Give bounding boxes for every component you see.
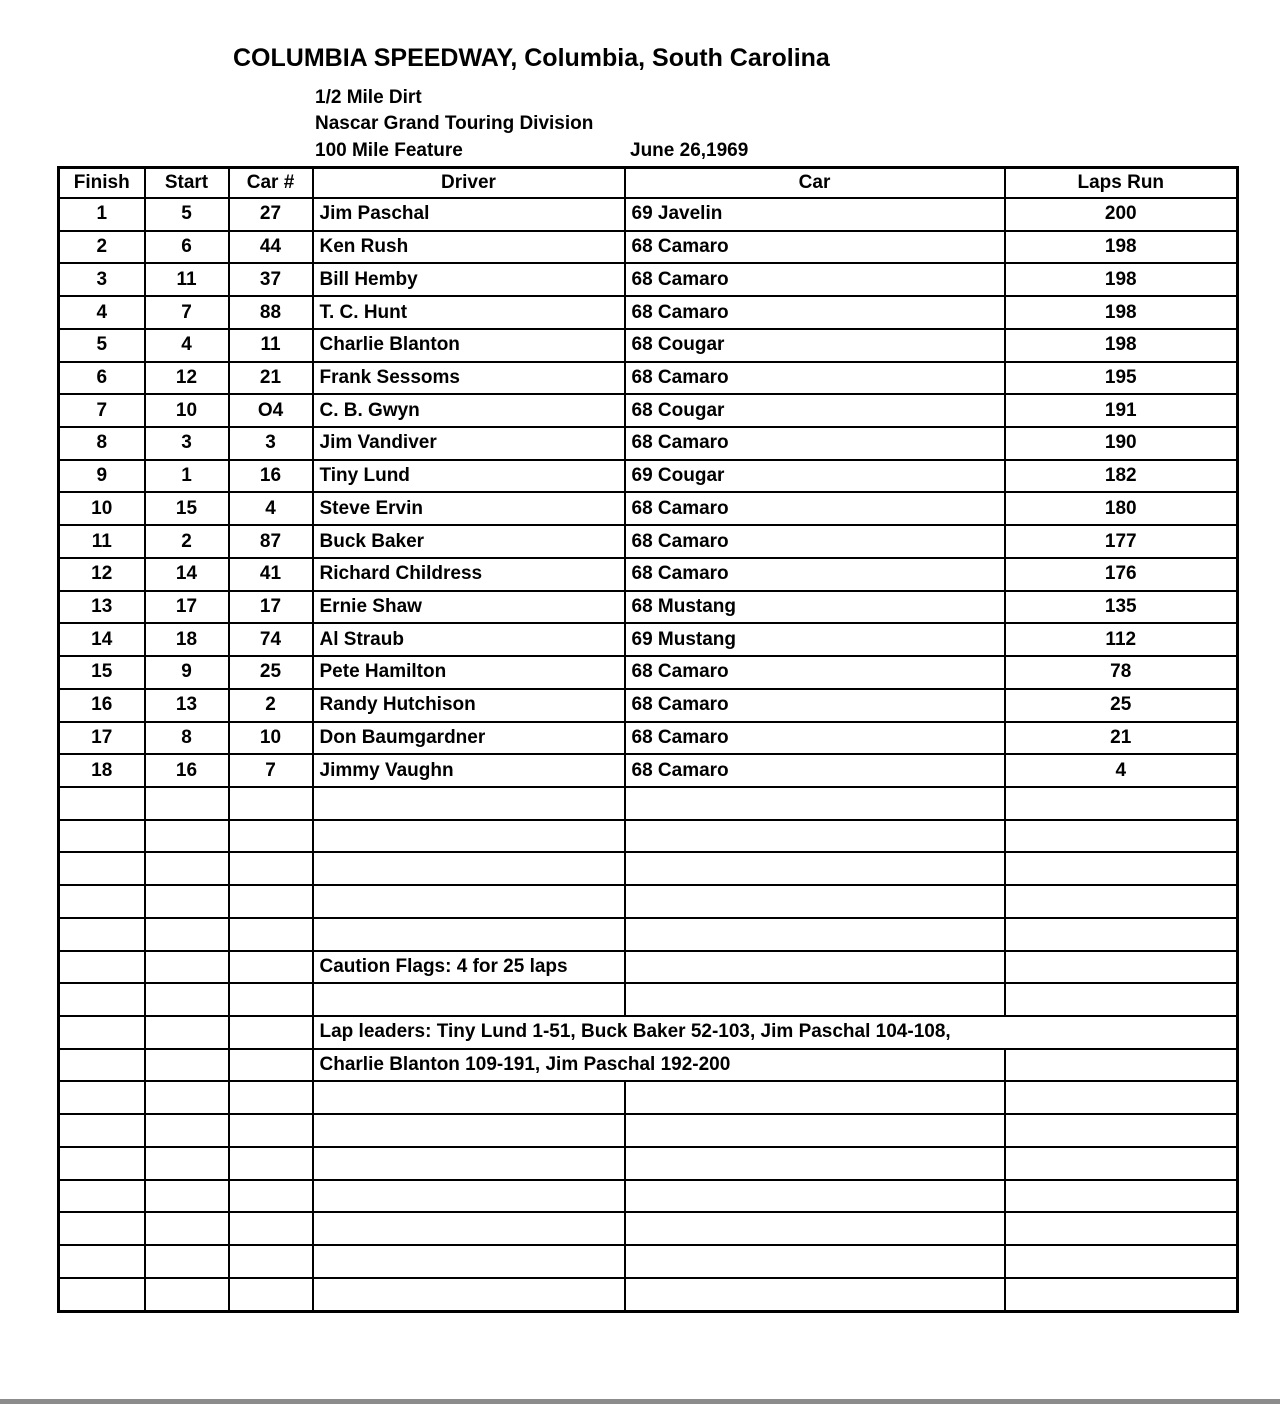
empty-cell xyxy=(1005,1147,1238,1180)
cell-car-number: 21 xyxy=(229,362,313,395)
cell-laps-run: 198 xyxy=(1005,296,1238,329)
cell-car: 68 Camaro xyxy=(625,231,1005,264)
empty-cell xyxy=(59,983,145,1016)
empty-cell xyxy=(313,1278,625,1312)
cell-driver: Jim Paschal xyxy=(313,198,625,231)
empty-cell xyxy=(59,885,145,918)
empty-cell xyxy=(313,918,625,951)
empty-cell xyxy=(59,1147,145,1180)
cell-laps-run: 198 xyxy=(1005,263,1238,296)
cell-finish: 16 xyxy=(59,689,145,722)
cell-car: 68 Camaro xyxy=(625,492,1005,525)
cell-car: 68 Camaro xyxy=(625,656,1005,689)
cell-car-number: 7 xyxy=(229,754,313,787)
cell-driver: C. B. Gwyn xyxy=(313,394,625,427)
empty-cell xyxy=(229,1114,313,1147)
cell-finish: 12 xyxy=(59,558,145,591)
empty-cell xyxy=(313,885,625,918)
cell-car-number: 4 xyxy=(229,492,313,525)
cell-start: 10 xyxy=(145,394,229,427)
empty-cell xyxy=(59,1016,145,1049)
cell-car-number: 17 xyxy=(229,591,313,624)
cell-finish: 13 xyxy=(59,591,145,624)
cell-start: 8 xyxy=(145,722,229,755)
empty-cell xyxy=(625,1147,1005,1180)
empty-cell xyxy=(1005,1278,1238,1312)
cell-car: 68 Camaro xyxy=(625,722,1005,755)
empty-cell xyxy=(313,1245,625,1278)
empty-cell xyxy=(145,1049,229,1082)
empty-row xyxy=(59,1081,1238,1114)
empty-cell xyxy=(1005,1081,1238,1114)
division-info: Nascar Grand Touring Division xyxy=(315,113,594,134)
cell-driver: T. C. Hunt xyxy=(313,296,625,329)
column-header-finish: Finish xyxy=(59,168,145,199)
caution-flags-row xyxy=(59,951,1238,984)
empty-cell xyxy=(145,1212,229,1245)
cell-car-number: O4 xyxy=(229,394,313,427)
result-row xyxy=(59,427,1238,460)
cell-finish: 7 xyxy=(59,394,145,427)
empty-cell xyxy=(229,820,313,853)
empty-cell xyxy=(313,852,625,885)
result-row xyxy=(59,492,1238,525)
cell-driver: Frank Sessoms xyxy=(313,362,625,395)
empty-cell xyxy=(59,1081,145,1114)
cell-car-number: 16 xyxy=(229,460,313,493)
result-row xyxy=(59,689,1238,722)
empty-cell xyxy=(59,820,145,853)
cell-finish: 17 xyxy=(59,722,145,755)
empty-cell xyxy=(313,1147,625,1180)
empty-cell xyxy=(229,1081,313,1114)
event-date: June 26,1969 xyxy=(630,140,749,161)
cell-laps-run: 200 xyxy=(1005,198,1238,231)
cell-start: 7 xyxy=(145,296,229,329)
empty-cell xyxy=(1005,852,1238,885)
cell-start: 13 xyxy=(145,689,229,722)
empty-row xyxy=(59,1245,1238,1278)
cell-car: 68 Camaro xyxy=(625,427,1005,460)
cell-car-number: 2 xyxy=(229,689,313,722)
empty-cell xyxy=(313,787,625,820)
empty-cell xyxy=(229,918,313,951)
cell-start: 12 xyxy=(145,362,229,395)
cell-car-number: 27 xyxy=(229,198,313,231)
empty-cell xyxy=(625,1278,1005,1312)
empty-cell xyxy=(229,1049,313,1082)
results-table xyxy=(57,166,1239,1313)
empty-cell xyxy=(313,820,625,853)
empty-cell xyxy=(1005,1245,1238,1278)
empty-cell xyxy=(145,787,229,820)
scan-artifact-bar xyxy=(0,1399,1280,1404)
empty-cell xyxy=(145,1278,229,1312)
empty-cell xyxy=(313,983,625,1016)
column-header-car-number: Car # xyxy=(229,168,313,199)
cell-laps-run: 198 xyxy=(1005,231,1238,264)
cell-car: 68 Camaro xyxy=(625,362,1005,395)
empty-row xyxy=(59,1147,1238,1180)
empty-cell xyxy=(59,1245,145,1278)
result-row xyxy=(59,623,1238,656)
empty-cell xyxy=(145,1016,229,1049)
empty-cell xyxy=(625,787,1005,820)
cell-finish: 8 xyxy=(59,427,145,460)
empty-cell xyxy=(59,1278,145,1312)
cell-finish: 11 xyxy=(59,525,145,558)
result-row xyxy=(59,722,1238,755)
cell-finish: 14 xyxy=(59,623,145,656)
cell-car-number: 88 xyxy=(229,296,313,329)
result-row xyxy=(59,460,1238,493)
column-header-driver: Driver xyxy=(313,168,625,199)
result-row xyxy=(59,231,1238,264)
cell-start: 9 xyxy=(145,656,229,689)
empty-cell xyxy=(625,1245,1005,1278)
cell-car-number: 41 xyxy=(229,558,313,591)
empty-cell xyxy=(145,1245,229,1278)
cell-laps-run: 191 xyxy=(1005,394,1238,427)
empty-row xyxy=(59,1278,1238,1312)
empty-cell xyxy=(59,852,145,885)
empty-cell xyxy=(229,1278,313,1312)
cell-laps-run: 78 xyxy=(1005,656,1238,689)
cell-finish: 9 xyxy=(59,460,145,493)
cell-start: 5 xyxy=(145,198,229,231)
empty-cell xyxy=(1005,1049,1238,1082)
empty-cell xyxy=(1005,983,1238,1016)
result-row xyxy=(59,198,1238,231)
header-row xyxy=(59,168,1238,199)
empty-cell xyxy=(1005,918,1238,951)
cell-start: 16 xyxy=(145,754,229,787)
empty-cell xyxy=(59,1212,145,1245)
result-row xyxy=(59,558,1238,591)
cell-start: 2 xyxy=(145,525,229,558)
empty-cell xyxy=(1005,885,1238,918)
cell-driver: Ken Rush xyxy=(313,231,625,264)
cell-laps-run: 198 xyxy=(1005,329,1238,362)
cell-laps-run: 195 xyxy=(1005,362,1238,395)
cell-finish: 15 xyxy=(59,656,145,689)
cell-driver: Don Baumgardner xyxy=(313,722,625,755)
empty-cell xyxy=(59,1180,145,1213)
result-row xyxy=(59,329,1238,362)
cell-driver: Steve Ervin xyxy=(313,492,625,525)
cell-car: 69 Javelin xyxy=(625,198,1005,231)
cell-finish: 18 xyxy=(59,754,145,787)
empty-cell xyxy=(229,1212,313,1245)
empty-cell xyxy=(59,918,145,951)
empty-cell xyxy=(229,1180,313,1213)
cell-laps-run: 135 xyxy=(1005,591,1238,624)
result-row xyxy=(59,362,1238,395)
lap-leaders-note-line1: Lap leaders: Tiny Lund 1-51, Buck Baker 52-103, Jim Paschal 104-108, xyxy=(313,1016,1238,1049)
empty-row xyxy=(59,918,1238,951)
empty-row xyxy=(59,1114,1238,1147)
empty-cell xyxy=(145,820,229,853)
empty-cell xyxy=(59,787,145,820)
empty-cell xyxy=(145,852,229,885)
cell-car: 68 Camaro xyxy=(625,689,1005,722)
cell-start: 4 xyxy=(145,329,229,362)
cell-car-number: 3 xyxy=(229,427,313,460)
empty-cell xyxy=(625,983,1005,1016)
empty-cell xyxy=(229,885,313,918)
empty-cell xyxy=(625,820,1005,853)
page-title: COLUMBIA SPEEDWAY, Columbia, South Carolina xyxy=(233,44,830,72)
track-info: 1/2 Mile Dirt xyxy=(315,87,422,108)
empty-cell xyxy=(1005,1114,1238,1147)
empty-cell xyxy=(313,1114,625,1147)
empty-cell xyxy=(229,983,313,1016)
column-header-car: Car xyxy=(625,168,1005,199)
cell-driver: Bill Hemby xyxy=(313,263,625,296)
cell-laps-run: 190 xyxy=(1005,427,1238,460)
event-info: 100 Mile Feature xyxy=(315,140,463,161)
empty-cell xyxy=(229,1245,313,1278)
cell-start: 6 xyxy=(145,231,229,264)
empty-cell xyxy=(1005,1212,1238,1245)
empty-cell xyxy=(145,885,229,918)
empty-row xyxy=(59,885,1238,918)
cell-car: 69 Mustang xyxy=(625,623,1005,656)
cell-start: 3 xyxy=(145,427,229,460)
empty-cell xyxy=(313,1081,625,1114)
result-row xyxy=(59,263,1238,296)
empty-cell xyxy=(145,983,229,1016)
empty-row xyxy=(59,1180,1238,1213)
result-row xyxy=(59,394,1238,427)
cell-start: 14 xyxy=(145,558,229,591)
lap-leaders-row-2 xyxy=(59,1049,1238,1082)
cell-finish: 10 xyxy=(59,492,145,525)
empty-cell xyxy=(145,1180,229,1213)
cell-laps-run: 182 xyxy=(1005,460,1238,493)
cell-driver: Al Straub xyxy=(313,623,625,656)
empty-cell xyxy=(229,1016,313,1049)
cell-driver: Jimmy Vaughn xyxy=(313,754,625,787)
empty-row xyxy=(59,787,1238,820)
empty-cell xyxy=(1005,1180,1238,1213)
empty-cell xyxy=(229,1147,313,1180)
lap-leaders-note-line2: Charlie Blanton 109-191, Jim Paschal 192-200 xyxy=(313,1049,1005,1082)
empty-row xyxy=(59,820,1238,853)
empty-cell xyxy=(625,1114,1005,1147)
empty-cell xyxy=(625,951,1005,984)
empty-cell xyxy=(313,1212,625,1245)
cell-car-number: 87 xyxy=(229,525,313,558)
cell-car-number: 11 xyxy=(229,329,313,362)
result-row xyxy=(59,754,1238,787)
cell-car: 68 Cougar xyxy=(625,394,1005,427)
cell-driver: Charlie Blanton xyxy=(313,329,625,362)
empty-cell xyxy=(625,852,1005,885)
empty-cell xyxy=(229,852,313,885)
cell-driver: Richard Childress xyxy=(313,558,625,591)
cell-car-number: 44 xyxy=(229,231,313,264)
cell-finish: 2 xyxy=(59,231,145,264)
cell-driver: Pete Hamilton xyxy=(313,656,625,689)
empty-row xyxy=(59,983,1238,1016)
empty-cell xyxy=(59,1049,145,1082)
cell-laps-run: 25 xyxy=(1005,689,1238,722)
result-row xyxy=(59,656,1238,689)
empty-cell xyxy=(625,885,1005,918)
cell-car-number: 74 xyxy=(229,623,313,656)
empty-row xyxy=(59,1212,1238,1245)
empty-cell xyxy=(229,951,313,984)
cell-car: 68 Camaro xyxy=(625,296,1005,329)
empty-cell xyxy=(145,1147,229,1180)
cell-car: 69 Cougar xyxy=(625,460,1005,493)
cell-driver: Randy Hutchison xyxy=(313,689,625,722)
cell-finish: 1 xyxy=(59,198,145,231)
cell-car: 68 Camaro xyxy=(625,525,1005,558)
empty-cell xyxy=(1005,787,1238,820)
result-row xyxy=(59,591,1238,624)
cell-laps-run: 176 xyxy=(1005,558,1238,591)
cell-start: 1 xyxy=(145,460,229,493)
empty-cell xyxy=(313,1180,625,1213)
empty-cell xyxy=(229,787,313,820)
cell-car: 68 Cougar xyxy=(625,329,1005,362)
cell-car-number: 37 xyxy=(229,263,313,296)
result-row xyxy=(59,296,1238,329)
cell-finish: 5 xyxy=(59,329,145,362)
caution-flags-note: Caution Flags: 4 for 25 laps xyxy=(313,951,625,984)
cell-laps-run: 112 xyxy=(1005,623,1238,656)
empty-cell xyxy=(145,1114,229,1147)
column-header-laps-run: Laps Run xyxy=(1005,168,1238,199)
empty-cell xyxy=(145,918,229,951)
cell-car-number: 10 xyxy=(229,722,313,755)
cell-driver: Tiny Lund xyxy=(313,460,625,493)
empty-cell xyxy=(145,951,229,984)
empty-cell xyxy=(625,1212,1005,1245)
cell-start: 18 xyxy=(145,623,229,656)
column-header-start: Start xyxy=(145,168,229,199)
cell-start: 15 xyxy=(145,492,229,525)
cell-car: 68 Camaro xyxy=(625,558,1005,591)
empty-cell xyxy=(59,951,145,984)
cell-car: 68 Mustang xyxy=(625,591,1005,624)
cell-car: 68 Camaro xyxy=(625,754,1005,787)
result-row xyxy=(59,525,1238,558)
empty-cell xyxy=(1005,820,1238,853)
cell-finish: 3 xyxy=(59,263,145,296)
cell-start: 11 xyxy=(145,263,229,296)
cell-driver: Jim Vandiver xyxy=(313,427,625,460)
cell-driver: Buck Baker xyxy=(313,525,625,558)
cell-start: 17 xyxy=(145,591,229,624)
empty-cell xyxy=(1005,951,1238,984)
cell-car-number: 25 xyxy=(229,656,313,689)
empty-cell xyxy=(625,1081,1005,1114)
cell-laps-run: 180 xyxy=(1005,492,1238,525)
lap-leaders-row-1 xyxy=(59,1016,1238,1049)
cell-finish: 4 xyxy=(59,296,145,329)
empty-cell xyxy=(625,1180,1005,1213)
empty-cell xyxy=(625,918,1005,951)
cell-laps-run: 4 xyxy=(1005,754,1238,787)
cell-laps-run: 177 xyxy=(1005,525,1238,558)
cell-laps-run: 21 xyxy=(1005,722,1238,755)
empty-row xyxy=(59,852,1238,885)
empty-cell xyxy=(59,1114,145,1147)
cell-finish: 6 xyxy=(59,362,145,395)
empty-cell xyxy=(145,1081,229,1114)
cell-car: 68 Camaro xyxy=(625,263,1005,296)
cell-driver: Ernie Shaw xyxy=(313,591,625,624)
